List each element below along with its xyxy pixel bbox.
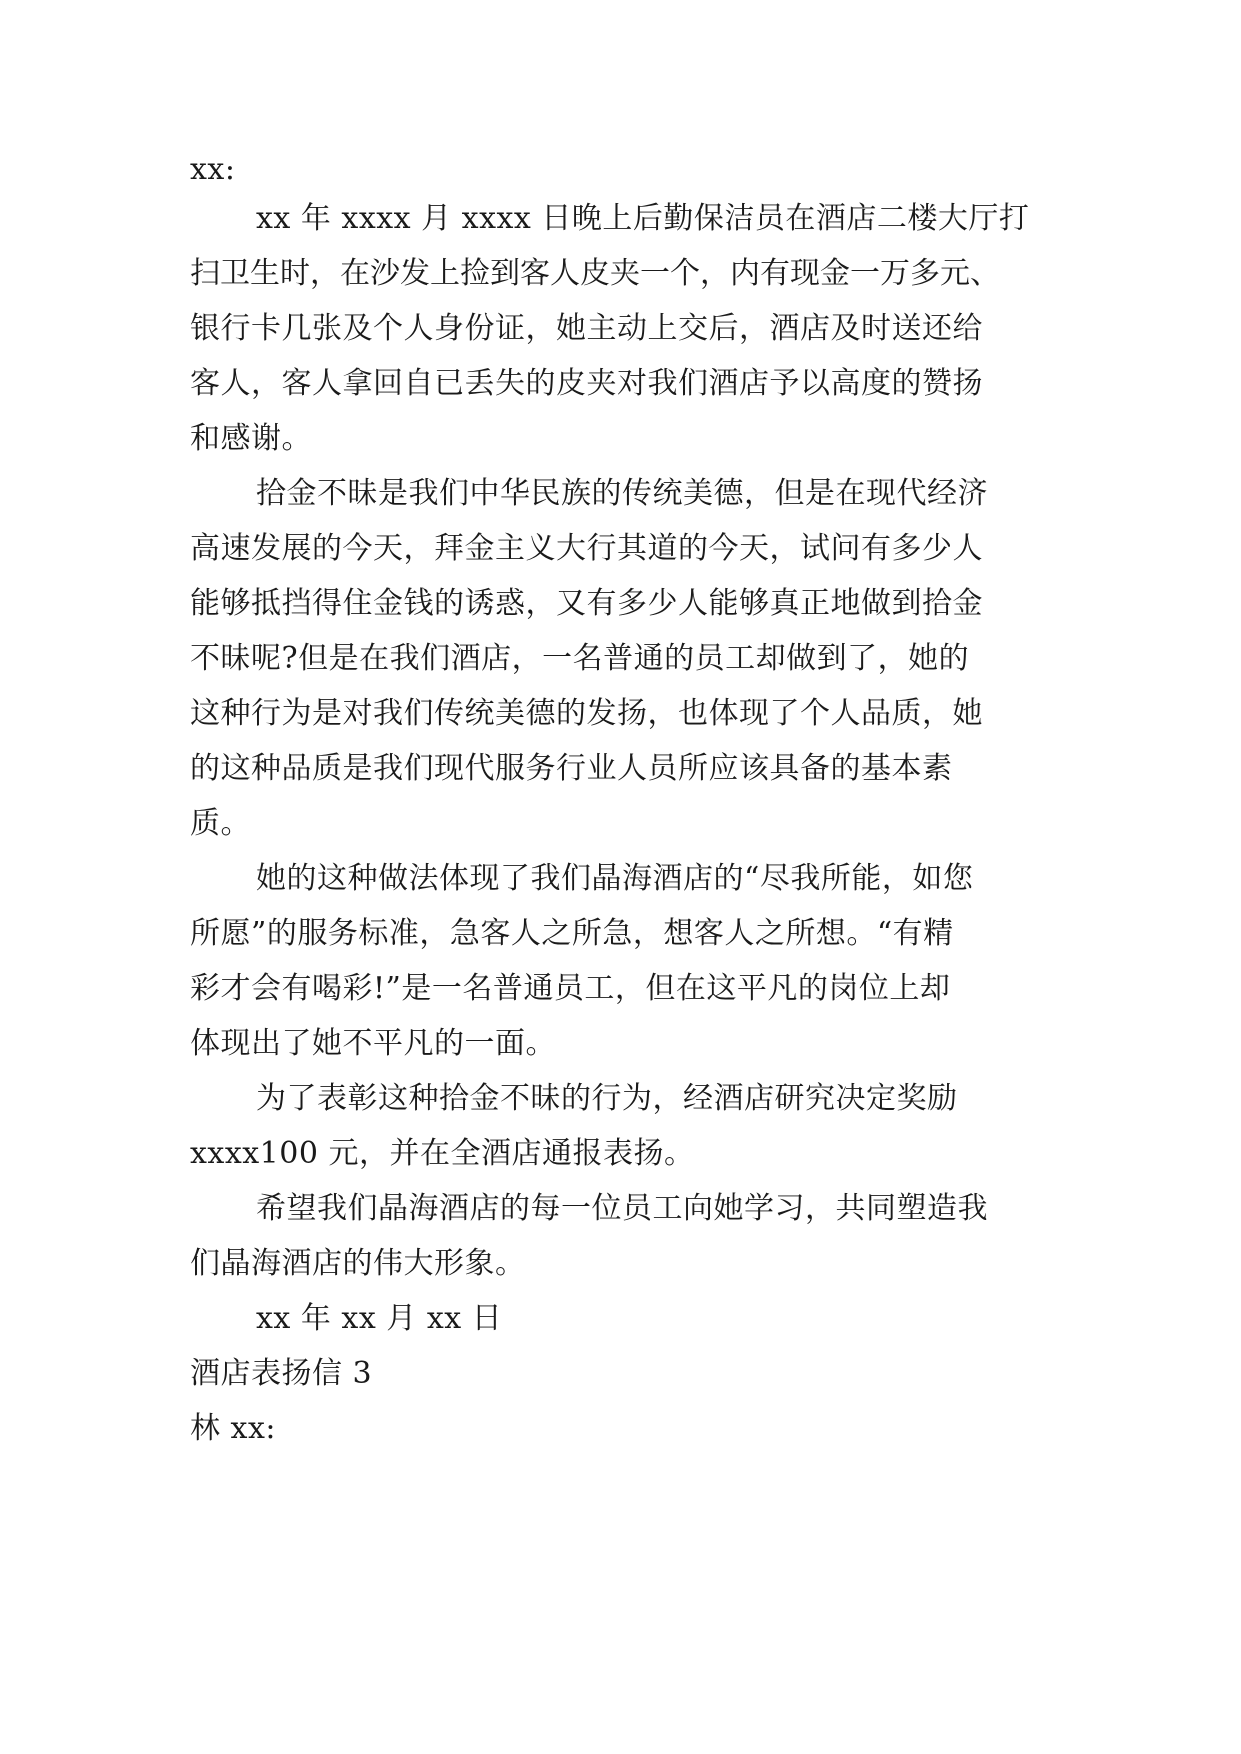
paragraph-3-line-4: 体现出了她不平凡的一面。 [190, 1026, 556, 1061]
next-letter-salutation: 林 xx: [190, 1411, 276, 1446]
paragraph-3-line-2: 所愿”的服务标准，急客人之所急，想客人之所想。“有精 [190, 916, 954, 951]
paragraph-1-line-2: 扫卫生时，在沙发上捡到客人皮夹一个，内有现金一万多元、 [190, 256, 1000, 291]
paragraph-3-line-3: 彩才会有喝彩!”是一名普通员工，但在这平凡的岗位上却 [190, 971, 951, 1006]
paragraph-1-line-3: 银行卡几张及个人身份证，她主动上交后，酒店及时送还给 [190, 311, 983, 346]
paragraph-2-line-1: 拾金不昧是我们中华民族的传统美德，但是在现代经济 [256, 476, 988, 511]
next-letter-title: 酒店表扬信 3 [190, 1356, 373, 1391]
paragraph-2-line-5: 这种行为是对我们传统美德的发扬，也体现了个人品质，她 [190, 696, 983, 731]
paragraph-4-line-2: xxxx100 元，并在全酒店通报表扬。 [190, 1136, 695, 1171]
paragraph-2-line-6: 的这种品质是我们现代服务行业人员所应该具备的基本素 [190, 751, 953, 786]
paragraph-2-line-3: 能够抵挡得住金钱的诱惑，又有多少人能够真正地做到拾金 [190, 586, 983, 621]
paragraph-1-line-5: 和感谢。 [190, 421, 312, 456]
paragraph-4-line-1: 为了表彰这种拾金不昧的行为，经酒店研究决定奖励 [256, 1081, 958, 1116]
paragraph-2-line-4: 不昧呢?但是在我们酒店，一名普通的员工却做到了，她的 [190, 641, 970, 676]
paragraph-5-line-1: 希望我们晶海酒店的每一位员工向她学习，共同塑造我 [256, 1191, 988, 1226]
paragraph-5-line-2: 们晶海酒店的伟大形象。 [190, 1246, 526, 1281]
paragraph-2-line-7: 质。 [190, 806, 251, 841]
letter-date: xx 年 xx 月 xx 日 [256, 1301, 503, 1336]
paragraph-2-line-2: 高速发展的今天，拜金主义大行其道的今天，试问有多少人 [190, 531, 983, 566]
salutation: xx: [190, 152, 236, 187]
paragraph-3-line-1: 她的这种做法体现了我们晶海酒店的“尽我所能，如您 [256, 861, 974, 896]
paragraph-1-line-1: xx 年 xxxx 月 xxxx 日晚上后勤保洁员在酒店二楼大厅打 [256, 201, 1030, 236]
paragraph-1-line-4: 客人，客人拿回自已丢失的皮夹对我们酒店予以高度的赞扬 [190, 366, 983, 401]
